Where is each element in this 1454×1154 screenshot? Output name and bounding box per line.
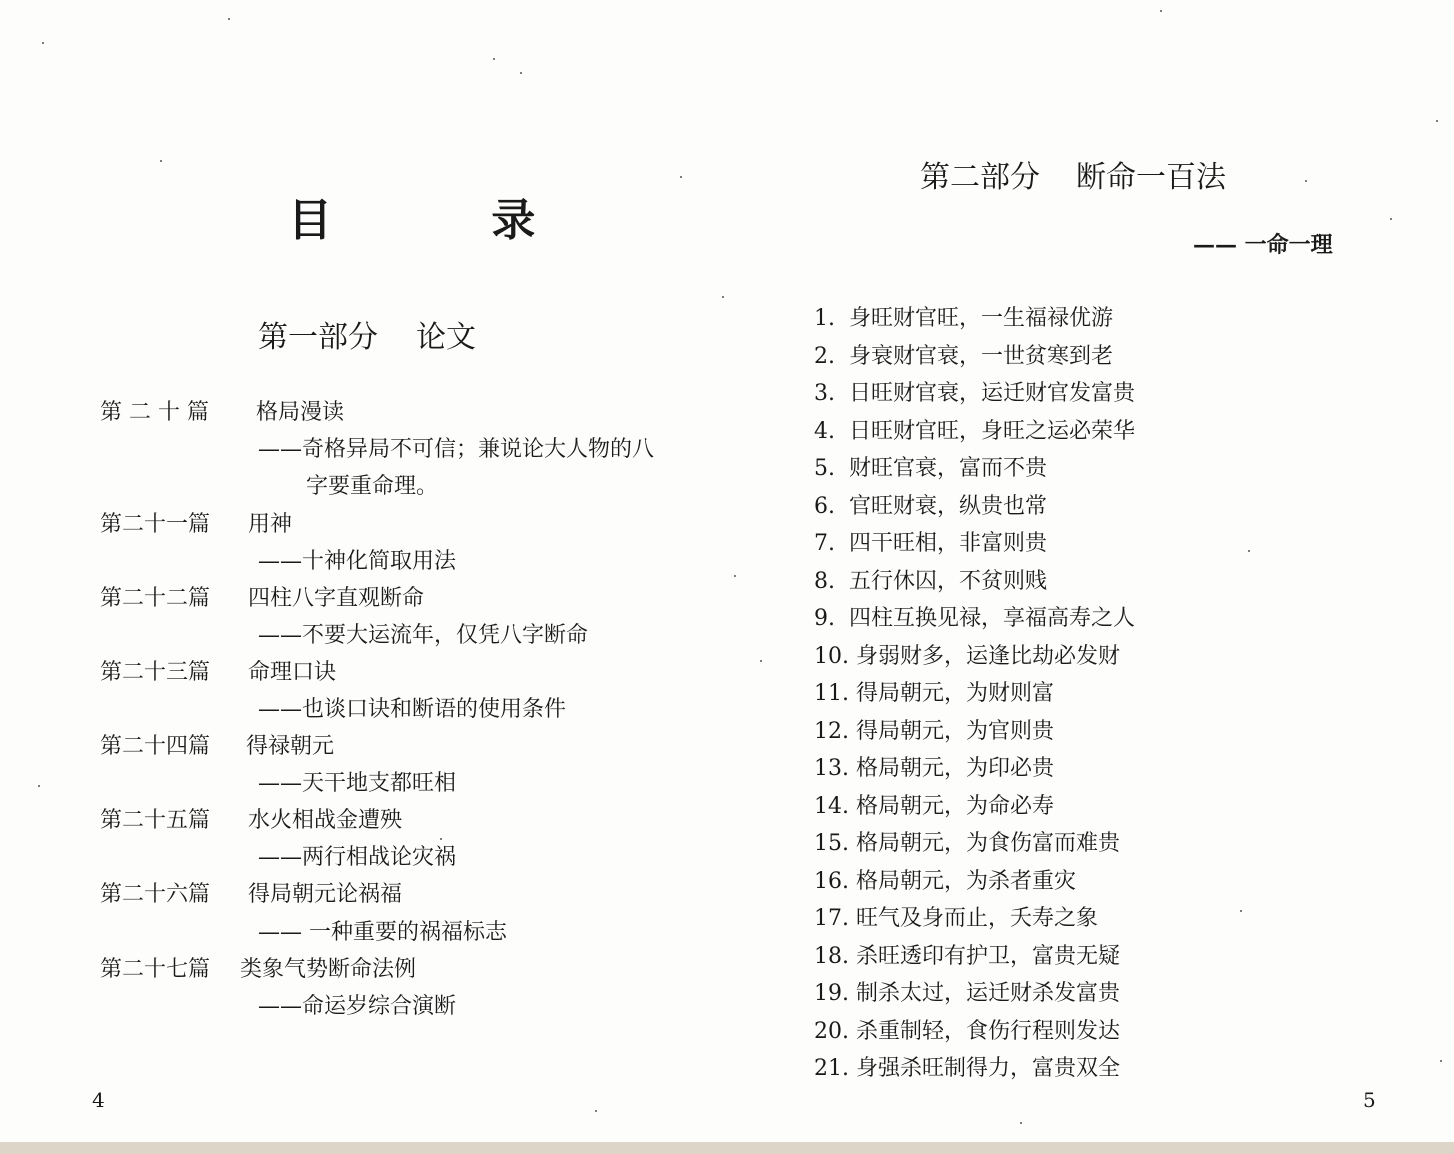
rule-text: 财旺官衰，富而不贵	[849, 456, 1048, 481]
rule-number: 4.	[814, 418, 835, 444]
rule-item	[814, 638, 1135, 676]
scan-speck	[440, 838, 442, 840]
rule-number: 12.	[814, 718, 849, 744]
rule-item	[814, 825, 1135, 863]
scan-speck	[760, 660, 762, 662]
scan-speck	[722, 296, 724, 298]
rule-text: 四柱互换见禄，享福高寿之人	[849, 606, 1136, 631]
rule-number: 11.	[814, 681, 849, 706]
scan-speck	[160, 160, 162, 162]
rule-text: 格局朝元，为命必寿	[856, 793, 1055, 819]
chapter-number: 第二十六篇	[100, 882, 211, 907]
chapter-number: 第二十五篇	[100, 808, 211, 833]
chapter-subtitle: —— 一种重要的祸福标志	[258, 920, 507, 945]
rule-text: 旺气及身而止，夭寿之象	[856, 906, 1099, 931]
rule-item	[814, 863, 1135, 901]
chapter-number: 第二十三篇	[100, 660, 211, 685]
rule-item	[814, 450, 1135, 488]
chapter-title: 水火相战金遭殃	[248, 808, 403, 833]
rule-number: 19.	[814, 981, 849, 1006]
rule-text: 格局朝元，为食伤富而难贵	[856, 831, 1121, 856]
scan-speck	[1248, 550, 1250, 552]
rule-text: 得局朝元，为官则贵	[856, 718, 1055, 744]
chapter-number: 第二十二篇	[100, 586, 211, 611]
chapter-subtitle: ——也谈口诀和断语的使用条件	[258, 697, 567, 722]
scan-speck	[520, 72, 522, 74]
part-two-heading	[920, 152, 1226, 196]
part-one-name: 论文	[416, 320, 476, 355]
rule-number: 8.	[814, 568, 835, 594]
rule-number: 16.	[814, 868, 849, 894]
rule-item	[814, 713, 1135, 751]
chapter-subtitle: ——命运岁综合演断	[258, 994, 457, 1019]
chapter-title: 类象气势断命法例	[240, 957, 417, 982]
page-bottom-edge	[0, 1142, 1454, 1154]
toc-entry-21	[100, 510, 292, 540]
rule-item	[814, 750, 1135, 788]
rule-number: 21.	[814, 1056, 849, 1081]
scan-speck	[1390, 218, 1392, 220]
chapter-number: 第二十一篇	[100, 512, 211, 537]
rule-text: 日旺财官衰，运迁财官发富贵	[849, 381, 1136, 406]
chapter-title: 命理口诀	[248, 660, 337, 685]
toc-title: 目 录	[288, 195, 608, 246]
scan-speck	[42, 42, 44, 44]
rule-text: 得局朝元，为财则富	[856, 681, 1055, 706]
rule-text: 身旺财官旺，一生福禄优游	[849, 306, 1114, 331]
rule-number: 9.	[814, 606, 835, 631]
rule-item	[814, 413, 1135, 451]
toc-entry-25	[100, 806, 402, 836]
rule-item	[814, 1013, 1135, 1051]
rule-number: 6.	[814, 493, 835, 519]
rule-text: 杀旺透印有护卫，富贵无疑	[856, 943, 1121, 969]
scan-speck	[1440, 1060, 1442, 1062]
rule-number: 13.	[814, 756, 849, 781]
toc-entry-26	[100, 880, 402, 910]
chapter-title: 得禄朝元	[246, 734, 335, 759]
rule-item	[814, 375, 1135, 413]
chapter-subtitle: ——不要大运流年，仅凭八字断命	[258, 623, 589, 648]
chapter-number: 第二十篇	[100, 400, 217, 425]
rule-number: 17.	[814, 906, 849, 931]
scan-speck	[734, 575, 736, 577]
rule-number: 3.	[814, 381, 835, 406]
toc-entry-20	[100, 398, 344, 428]
part-two-label: 第二部分	[920, 160, 1040, 195]
chapter-subtitle-cont: 字要重命理。	[306, 474, 439, 499]
part-one-label: 第一部分	[258, 320, 378, 355]
rule-item	[814, 938, 1135, 976]
scan-speck	[493, 58, 495, 60]
rule-text: 官旺财衰，纵贵也常	[849, 493, 1048, 519]
chapter-title: 得局朝元论祸福	[248, 882, 403, 907]
toc-entry-24	[100, 732, 334, 762]
scan-speck	[38, 785, 40, 787]
rule-number: 2.	[814, 343, 835, 369]
chapter-subtitle: ——奇格异局不可信；兼说论大人物的八	[258, 437, 655, 462]
scan-speck	[1160, 10, 1162, 12]
rule-text: 身衰财官衰，一世贫寒到老	[849, 343, 1114, 369]
scan-speck	[228, 18, 230, 20]
rule-number: 20.	[814, 1018, 849, 1044]
rule-text: 日旺财官旺，身旺之运必荣华	[849, 418, 1136, 444]
page-number-right: 5	[1363, 1088, 1376, 1112]
chapter-title: 格局漫读	[256, 400, 345, 425]
rule-number: 14.	[814, 793, 849, 819]
rule-number: 1.	[814, 306, 835, 331]
rule-item	[814, 788, 1135, 826]
rule-number: 7.	[814, 531, 835, 556]
chapter-number: 第二十四篇	[100, 734, 211, 759]
chapter-number: 第二十七篇	[100, 957, 211, 982]
rule-item	[814, 338, 1135, 376]
rule-list	[814, 300, 1135, 1088]
page-number-left: 4	[92, 1088, 105, 1112]
rule-item	[814, 488, 1135, 526]
part-two-name: 断命一百法	[1076, 160, 1226, 195]
part-one-heading	[258, 312, 476, 356]
rule-text: 格局朝元，为杀者重灾	[856, 868, 1077, 894]
rule-text: 五行休囚，不贫则贱	[849, 568, 1048, 594]
chapter-title: 用神	[248, 512, 293, 537]
rule-text: 杀重制轻，食伤行程则发达	[856, 1018, 1121, 1044]
left-page	[0, 0, 727, 1142]
chapter-title: 四柱八字直观断命	[248, 586, 425, 611]
chapter-subtitle: ——天干地支都旺相	[258, 771, 457, 796]
rule-text: 四干旺相，非富则贵	[849, 531, 1048, 556]
scan-speck	[1305, 180, 1307, 182]
chapter-subtitle: ——两行相战论灾祸	[258, 845, 457, 870]
rule-text: 身弱财多，运逢比劫必发财	[856, 643, 1121, 669]
scan-speck	[595, 1110, 597, 1112]
rule-text: 制杀太过，运迁财杀发富贵	[856, 981, 1121, 1006]
rule-number: 15.	[814, 831, 849, 856]
toc-entry-27	[100, 955, 416, 985]
rule-item	[814, 675, 1135, 713]
rule-item	[814, 900, 1135, 938]
rule-item	[814, 525, 1135, 563]
toc-entry-22	[100, 584, 424, 614]
rule-text: 格局朝元，为印必贵	[856, 756, 1055, 781]
scan-speck	[1436, 120, 1438, 122]
rule-text: 身强杀旺制得力，富贵双全	[856, 1056, 1121, 1081]
part-two-subtitle: —— 一命一理	[1193, 232, 1333, 258]
rule-item	[814, 600, 1135, 638]
rule-item	[814, 300, 1135, 338]
chapter-subtitle: ——十神化简取用法	[258, 549, 457, 574]
scan-speck	[680, 176, 682, 178]
right-page	[727, 0, 1454, 1142]
scan-speck	[1020, 1122, 1022, 1124]
toc-entry-23	[100, 658, 336, 688]
rule-number: 10.	[814, 643, 849, 669]
rule-number: 18.	[814, 943, 849, 969]
rule-item	[814, 563, 1135, 601]
rule-number: 5.	[814, 456, 835, 481]
scan-speck	[1240, 910, 1242, 912]
rule-item	[814, 975, 1135, 1013]
rule-item	[814, 1050, 1135, 1088]
